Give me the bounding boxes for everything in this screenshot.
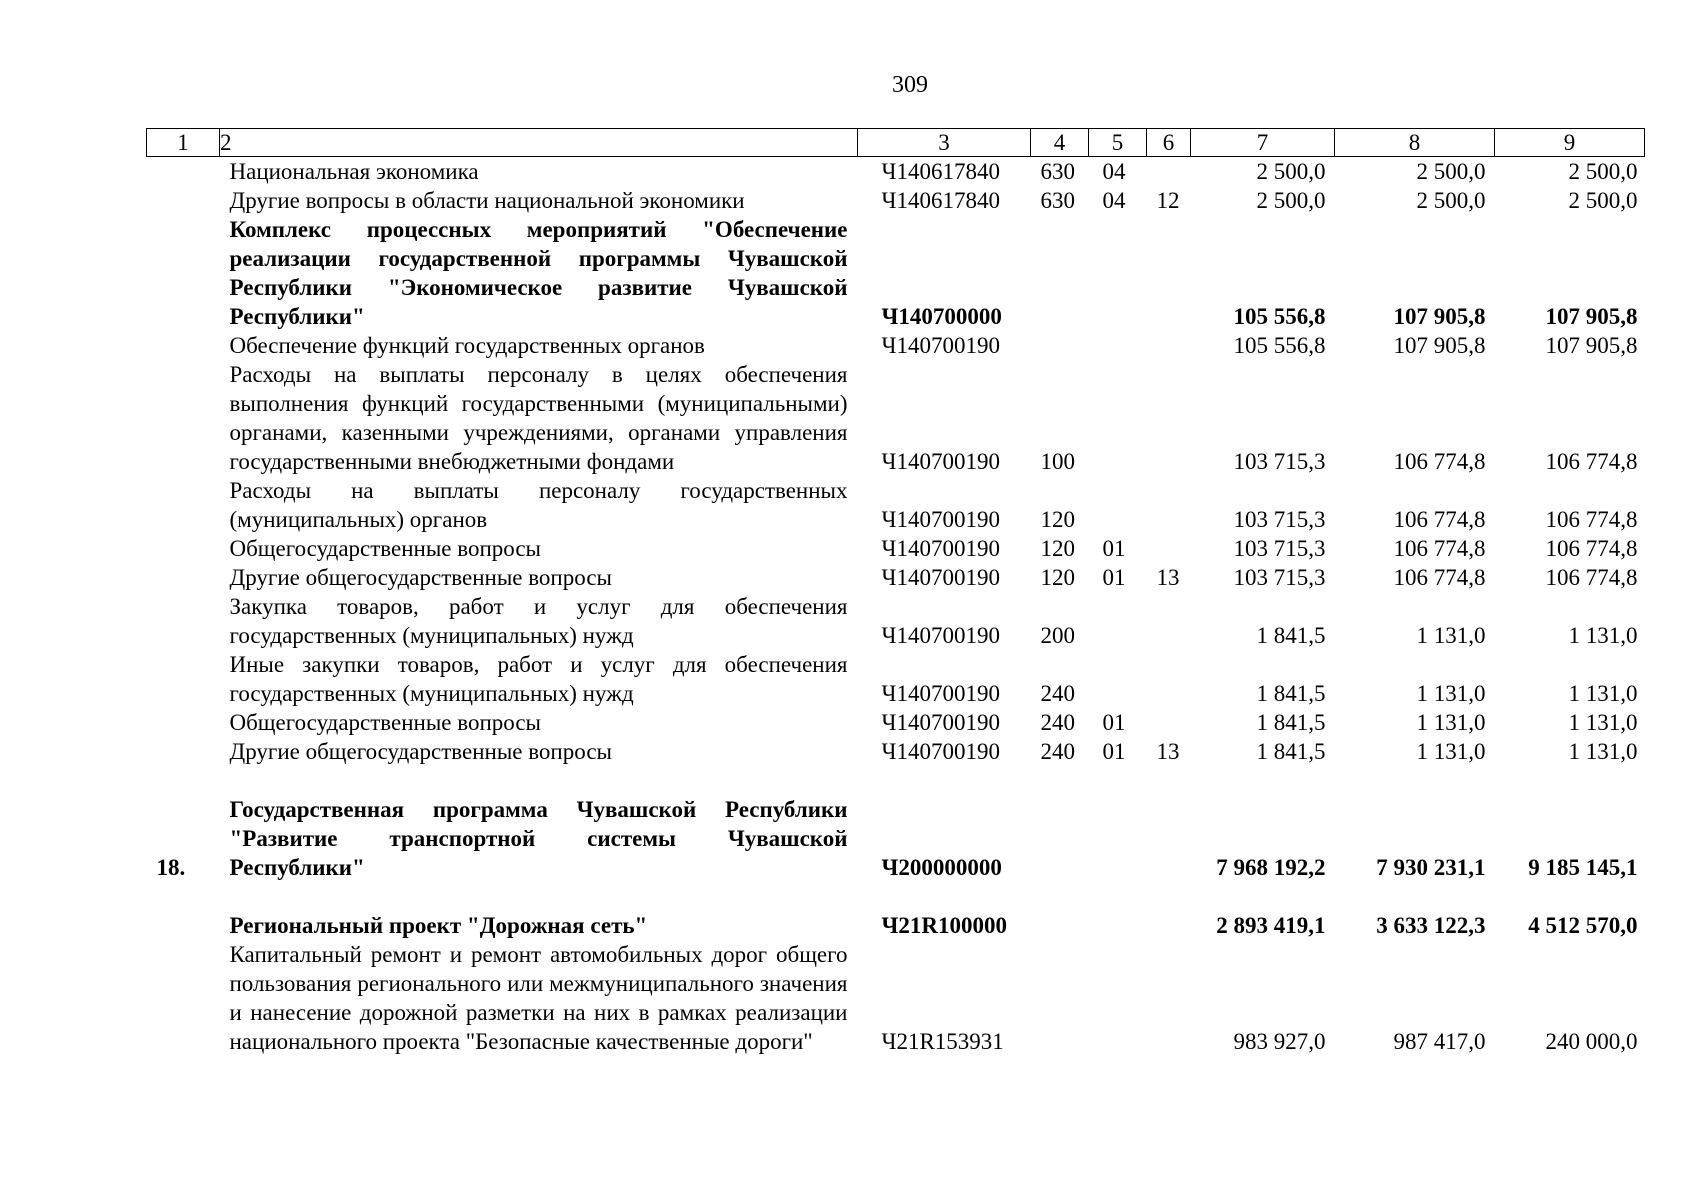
row-col-4: 630 (1040, 188, 1075, 213)
row-col-6 (1147, 157, 1191, 187)
row-code: Ч140617840 (881, 188, 1000, 213)
table-row (147, 360, 1645, 476)
row-code: Ч140617840 (881, 159, 1000, 184)
row-value-9: 106 774,8 (1545, 536, 1638, 561)
row-value-9: 107 905,8 (1545, 333, 1638, 358)
row-code: Ч140700190 (881, 681, 1000, 706)
header-col-3: 3 (858, 129, 1031, 157)
row-col-4: 120 (1040, 507, 1075, 532)
row-code: Ч140700190 (881, 565, 1000, 590)
row-value-7: 1 841,5 (1256, 739, 1326, 764)
row-col-6 (1147, 795, 1191, 882)
row-value-8: 106 774,8 (1393, 449, 1486, 474)
table-row (147, 215, 1645, 331)
row-number (147, 563, 220, 592)
table-row (147, 592, 1645, 650)
row-name: Расходы на выплаты персоналу в целях обеспечения выполнения функций государственными (муниципальными) органами, казенными учреждениями, органами управления государственными внебюджетными фондами (229, 362, 848, 474)
row-name: Другие вопросы в области национальной экономики (229, 188, 745, 213)
row-value-7: 103 715,3 (1233, 565, 1326, 590)
table-row (147, 708, 1645, 737)
row-number (147, 534, 220, 563)
row-value-7: 103 715,3 (1233, 449, 1326, 474)
row-code: Ч140700190 (881, 449, 1000, 474)
row-col-6 (1147, 592, 1191, 650)
row-value-8: 106 774,8 (1393, 565, 1486, 590)
header-col-9: 9 (1495, 129, 1645, 157)
row-number (147, 360, 220, 476)
row-value-8: 1 131,0 (1416, 623, 1486, 648)
table-row (147, 737, 1645, 766)
row-name: Государственная программа Чувашской Республики "Развитие транспортной системы Чувашской Республики" (229, 797, 848, 880)
row-name: Общегосударственные вопросы (229, 710, 541, 735)
row-value-9: 1 131,0 (1568, 623, 1638, 648)
row-value-9: 1 131,0 (1568, 739, 1638, 764)
row-name: Капитальный ремонт и ремонт автомобильных дорог общего пользования регионального или межмуниципального значения и нанесение дорожной разметки на них в рамках реализации национального проекта "Безопасные качественные дороги" (229, 942, 848, 1054)
row-value-8: 3 633 122,3 (1376, 913, 1486, 938)
row-col-4 (1031, 331, 1089, 360)
row-value-7: 983 927,0 (1233, 1029, 1326, 1054)
row-code: Ч21R100000 (881, 913, 1007, 938)
row-value-7: 2 500,0 (1256, 188, 1326, 213)
header-col-6: 6 (1147, 129, 1191, 157)
row-col-5 (1089, 911, 1147, 940)
row-col-4 (1031, 940, 1089, 1056)
row-col-5 (1089, 476, 1147, 534)
row-code: Ч21R153931 (881, 1029, 1004, 1054)
row-value-8: 107 905,8 (1393, 333, 1486, 358)
row-col-5: 01 (1102, 565, 1126, 590)
row-number (147, 215, 220, 331)
row-col-5 (1089, 650, 1147, 708)
header-col-7: 7 (1191, 129, 1335, 157)
budget-table (146, 128, 1645, 1056)
row-name: Обеспечение функций государственных органов (229, 333, 705, 358)
spacer-row (147, 766, 1645, 795)
row-number (147, 157, 220, 187)
row-value-8: 1 131,0 (1416, 739, 1486, 764)
row-col-6 (1147, 940, 1191, 1056)
table-row (147, 331, 1645, 360)
row-col-4 (1031, 911, 1089, 940)
row-name: Региональный проект "Дорожная сеть" (229, 913, 648, 938)
row-value-8: 1 131,0 (1416, 681, 1486, 706)
row-code: Ч140700190 (881, 507, 1000, 532)
row-value-9: 2 500,0 (1568, 188, 1638, 213)
row-value-9: 1 131,0 (1568, 681, 1638, 706)
row-col-6 (1147, 650, 1191, 708)
header-col-8: 8 (1335, 129, 1495, 157)
row-value-7: 1 841,5 (1256, 710, 1326, 735)
row-number (147, 911, 220, 940)
row-value-7: 7 968 192,2 (1216, 855, 1326, 880)
row-value-8: 2 500,0 (1416, 188, 1486, 213)
row-col-4 (1031, 795, 1089, 882)
header-col-2: 2 (220, 129, 858, 157)
row-col-5: 04 (1102, 188, 1126, 213)
row-value-8: 107 905,8 (1393, 304, 1486, 329)
row-value-7: 1 841,5 (1256, 623, 1326, 648)
row-number: 18. (156, 855, 186, 880)
row-col-5: 01 (1102, 710, 1126, 735)
table-row (147, 476, 1645, 534)
row-value-8: 106 774,8 (1393, 536, 1486, 561)
row-col-4 (1031, 215, 1089, 331)
row-col-4: 240 (1040, 739, 1075, 764)
row-value-9: 106 774,8 (1545, 449, 1638, 474)
row-col-6 (1147, 708, 1191, 737)
row-value-9: 1 131,0 (1568, 710, 1638, 735)
row-col-5 (1089, 592, 1147, 650)
row-name: Национальная экономика (229, 159, 479, 184)
table-header-row (147, 129, 1645, 157)
row-col-6: 13 (1156, 739, 1180, 764)
spacer-row (147, 882, 1645, 911)
row-code: Ч200000000 (881, 855, 1002, 880)
row-number (147, 650, 220, 708)
row-value-9: 4 512 570,0 (1528, 913, 1638, 938)
row-code: Ч140700190 (881, 623, 1000, 648)
row-col-5 (1089, 331, 1147, 360)
table-row (147, 563, 1645, 592)
row-value-7: 2 500,0 (1256, 159, 1326, 184)
row-value-7: 105 556,8 (1233, 304, 1326, 329)
spacer-cell (147, 766, 1645, 795)
row-col-4: 630 (1040, 159, 1075, 184)
row-number (147, 737, 220, 766)
row-number (147, 331, 220, 360)
row-value-9: 106 774,8 (1545, 507, 1638, 532)
row-value-9: 9 185 145,1 (1528, 855, 1638, 880)
row-name: Общегосударственные вопросы (229, 536, 541, 561)
row-value-7: 105 556,8 (1233, 333, 1326, 358)
row-col-6: 12 (1156, 188, 1180, 213)
row-col-5: 01 (1102, 536, 1126, 561)
row-value-9: 107 905,8 (1545, 304, 1638, 329)
row-name: Другие общегосударственные вопросы (229, 565, 612, 590)
row-value-7: 1 841,5 (1256, 681, 1326, 706)
row-name: Другие общегосударственные вопросы (229, 739, 612, 764)
row-number (147, 940, 220, 1056)
row-number (147, 186, 220, 215)
row-name: Закупка товаров, работ и услуг для обеспечения государственных (муниципальных) нужд (229, 594, 848, 648)
row-col-4: 100 (1040, 449, 1075, 474)
row-value-7: 2 893 419,1 (1216, 913, 1326, 938)
row-col-6 (1147, 360, 1191, 476)
row-col-6 (1147, 534, 1191, 563)
row-col-5 (1089, 940, 1147, 1056)
page-number: 309 (892, 72, 928, 98)
row-col-4: 240 (1040, 710, 1075, 735)
header-col-5: 5 (1089, 129, 1147, 157)
row-value-7: 103 715,3 (1233, 507, 1326, 532)
table-row (147, 157, 1645, 187)
row-name: Комплекс процессных мероприятий "Обеспечение реализации государственной программы Чувашской Республики "Экономическое развитие Чувашской Республики" (229, 217, 848, 329)
row-number (147, 476, 220, 534)
row-value-9: 240 000,0 (1545, 1029, 1638, 1054)
row-code: Ч140700190 (881, 710, 1000, 735)
row-value-8: 7 930 231,1 (1376, 855, 1486, 880)
row-value-8: 987 417,0 (1393, 1029, 1486, 1054)
row-value-7: 103 715,3 (1233, 536, 1326, 561)
row-col-5: 01 (1102, 739, 1126, 764)
row-code: Ч140700190 (881, 536, 1000, 561)
table-row (147, 911, 1645, 940)
table-row (147, 534, 1645, 563)
row-value-9: 2 500,0 (1568, 159, 1638, 184)
table-row (147, 940, 1645, 1056)
row-col-5 (1089, 360, 1147, 476)
row-value-8: 2 500,0 (1416, 159, 1486, 184)
row-col-5: 04 (1102, 159, 1126, 184)
row-col-6 (1147, 911, 1191, 940)
row-code: Ч140700190 (881, 739, 1000, 764)
row-name: Иные закупки товаров, работ и услуг для обеспечения государственных (муниципальных) нужд (229, 652, 848, 706)
table-body (147, 157, 1645, 1057)
table-row (147, 795, 1645, 882)
row-col-4: 200 (1040, 623, 1075, 648)
table-row (147, 186, 1645, 215)
row-col-4: 120 (1040, 565, 1075, 590)
row-number (147, 592, 220, 650)
row-value-8: 1 131,0 (1416, 710, 1486, 735)
row-value-9: 106 774,8 (1545, 565, 1638, 590)
row-col-4: 240 (1040, 681, 1075, 706)
row-col-5 (1089, 795, 1147, 882)
row-value-8: 106 774,8 (1393, 507, 1486, 532)
row-col-6 (1147, 331, 1191, 360)
row-number (147, 708, 220, 737)
row-col-5 (1089, 215, 1147, 331)
spacer-cell (147, 882, 1645, 911)
table-row (147, 650, 1645, 708)
row-col-6 (1147, 215, 1191, 331)
header-col-1: 1 (147, 129, 220, 157)
row-col-6: 13 (1156, 565, 1180, 590)
row-code: Ч140700000 (881, 304, 1002, 329)
row-col-6 (1147, 476, 1191, 534)
row-code: Ч140700190 (881, 333, 1000, 358)
header-col-4: 4 (1031, 129, 1089, 157)
row-col-4: 120 (1040, 536, 1075, 561)
row-name: Расходы на выплаты персоналу государственных (муниципальных) органов (229, 478, 848, 532)
